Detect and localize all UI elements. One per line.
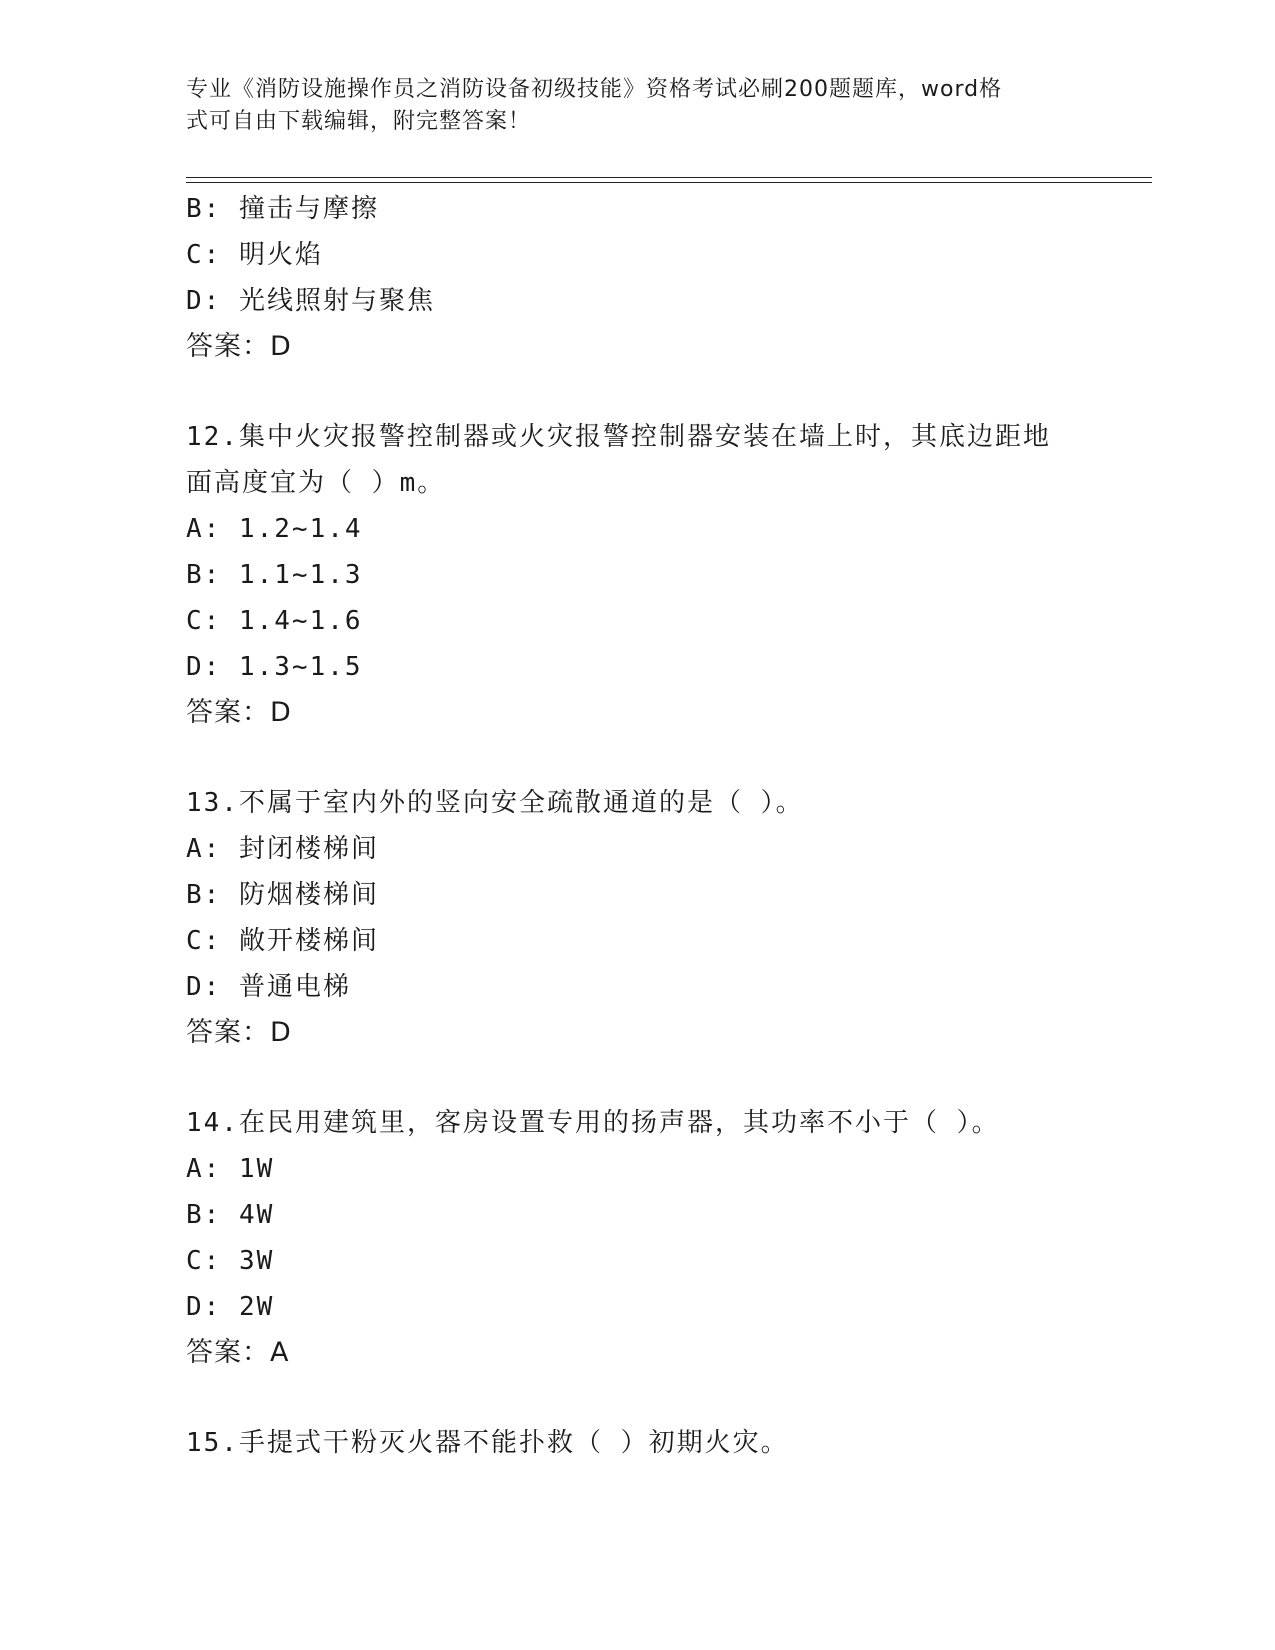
header-line-1: 专业《消防设施操作员之消防设备初级技能》资格考试必刷200题题库，word格 bbox=[186, 77, 1003, 102]
option-c: C: 明火焰 bbox=[186, 240, 323, 270]
spacer bbox=[186, 736, 1086, 780]
question-stem-continued: 面高度宜为（ ）m。 bbox=[186, 468, 446, 498]
question-12 bbox=[186, 414, 1086, 736]
option-b: B: 1.1~1.3 bbox=[186, 560, 363, 590]
option-b: B: 防烟楼梯间 bbox=[186, 880, 379, 910]
header-divider-top bbox=[186, 177, 1152, 178]
question-15 bbox=[186, 1420, 1086, 1466]
question-stem: 12.集中火灾报警控制器或火灾报警控制器安装在墙上时，其底边距地 bbox=[186, 422, 1051, 452]
answer: 答案：D bbox=[186, 1017, 292, 1048]
question-list bbox=[186, 186, 1086, 1466]
question-11-partial bbox=[186, 186, 1086, 370]
answer: 答案：D bbox=[186, 331, 292, 362]
question-13 bbox=[186, 780, 1086, 1056]
option-a: A: 封闭楼梯间 bbox=[186, 834, 379, 864]
question-stem: 15.手提式干粉灭火器不能扑救（ ）初期火灾。 bbox=[186, 1428, 789, 1458]
option-a: A: 1.2~1.4 bbox=[186, 514, 363, 544]
option-d: D: 1.3~1.5 bbox=[186, 652, 363, 682]
option-d: D: 普通电梯 bbox=[186, 972, 351, 1002]
option-c: C: 敞开楼梯间 bbox=[186, 926, 379, 956]
spacer bbox=[186, 1376, 1086, 1420]
answer: 答案：D bbox=[186, 697, 292, 728]
header-line-2: 式可自由下载编辑，附完整答案！ bbox=[186, 109, 532, 134]
question-stem: 13.不属于室内外的竖向安全疏散通道的是（ ）。 bbox=[186, 788, 804, 818]
header-divider-bottom bbox=[186, 182, 1152, 183]
document-header bbox=[186, 74, 1066, 138]
spacer bbox=[186, 1056, 1086, 1100]
question-14 bbox=[186, 1100, 1086, 1376]
option-d: D: 光线照射与聚焦 bbox=[186, 286, 435, 316]
option-b: B: 4W bbox=[186, 1200, 275, 1230]
answer: 答案：A bbox=[186, 1337, 290, 1368]
option-c: C: 1.4~1.6 bbox=[186, 606, 363, 636]
question-stem: 14.在民用建筑里，客房设置专用的扬声器，其功率不小于（ ）。 bbox=[186, 1108, 1000, 1138]
option-a: A: 1W bbox=[186, 1154, 275, 1184]
spacer bbox=[186, 370, 1086, 414]
option-d: D: 2W bbox=[186, 1292, 275, 1322]
option-c: C: 3W bbox=[186, 1246, 275, 1276]
option-b: B: 撞击与摩擦 bbox=[186, 194, 379, 224]
